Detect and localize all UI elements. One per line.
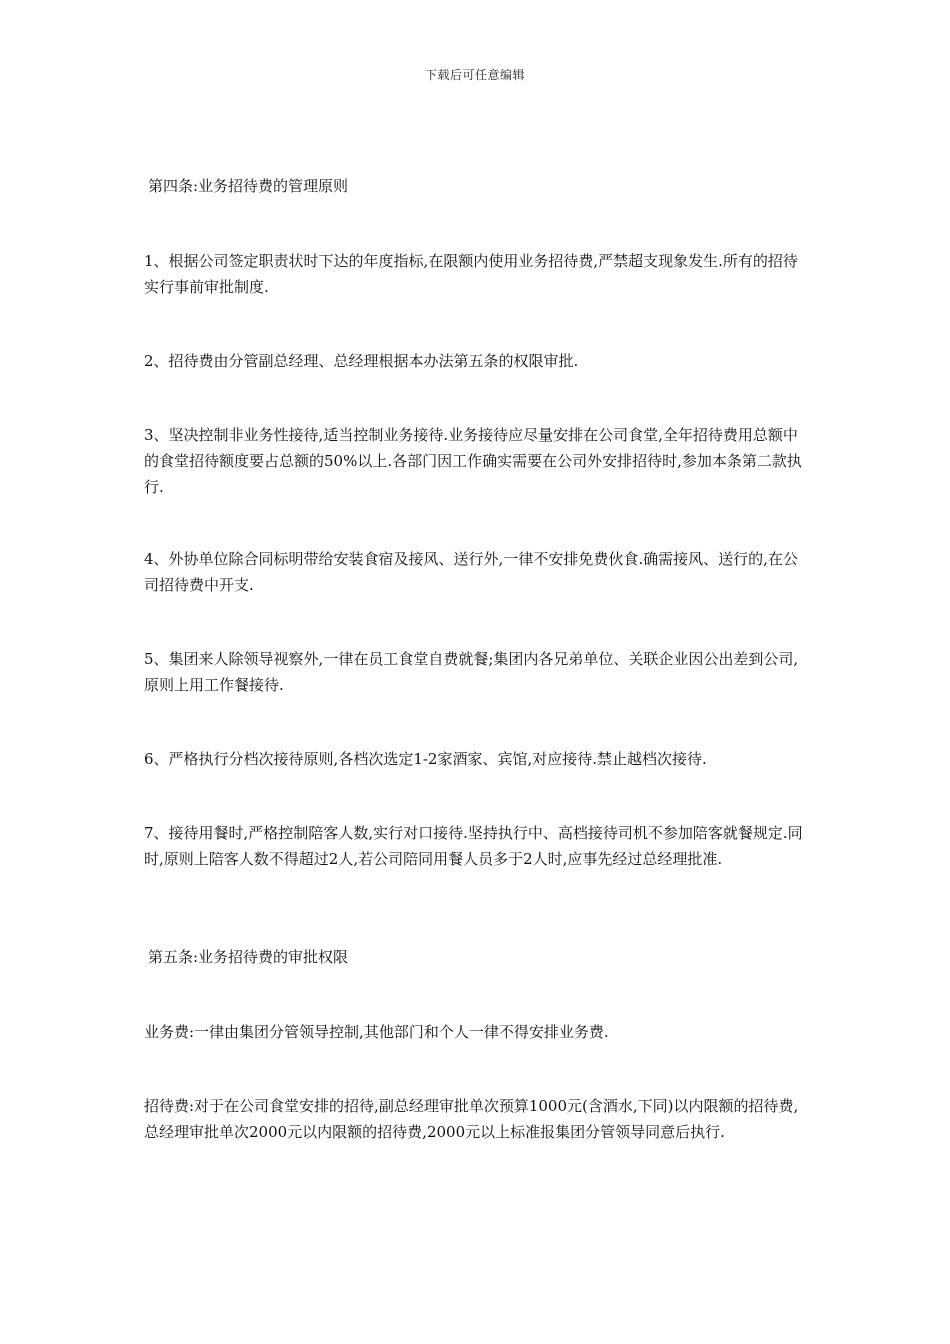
paragraph-business-fee: 业务费:一律由集团分管领导控制,其他部门和个人一律不得安排业务费. [144, 1023, 609, 1041]
article5-heading: 第五条:业务招待费的审批权限 [148, 948, 349, 966]
paragraph-item-5: 5、集团来人除领导视察外,一律在员工食堂自费就餐;集团内各兄弟单位、关联企业因公出差到公司,原则上用工作餐接待. [144, 650, 799, 694]
article4-heading: 第四条:业务招待费的管理原则 [148, 177, 349, 195]
paragraph-item-7: 7、接待用餐时,严格控制陪客人数,实行对口接待.坚持执行中、高档接待司机不参加陪客就餐规定.同时,原则上陪客人数不得超过2人,若公司陪同用餐人员多于2人时,应事先经过总经理批准. [144, 824, 803, 868]
paragraph-item-4: 4、外协单位除合同标明带给安装食宿及接风、送行外,一律不安排免费伙食.确需接风、送行的,在公司招待费中开支. [144, 550, 798, 594]
paragraph-entertainment-fee: 招待费:对于在公司食堂安排的招待,副总经理审批单次预算1000元(含酒水,下同)以内限额的招待费,总经理审批单次2000元以内限额的招待费,2000元以上标准报集团分管领导同意后执行. [144, 1097, 799, 1141]
paragraph-item-3: 3、坚决控制非业务性接待,适当控制业务接待.业务接待应尽量安排在公司食堂,全年招待费用总额中的食堂招待额度要占总额的50%以上.各部门因工作确实需要在公司外安排招待时,参加本条第二款执行. [144, 426, 802, 496]
page-header: 下载后可任意编辑 [424, 68, 525, 82]
paragraph-item-6: 6、严格执行分档次接待原则,各档次选定1-2家酒家、宾馆,对应接待.禁止越档次接待. [144, 750, 707, 768]
paragraph-item-2: 2、招待费由分管副总经理、总经理根据本办法第五条的权限审批. [144, 352, 579, 370]
paragraph-item-1: 1、根据公司签定职责状时下达的年度指标,在限额内使用业务招待费,严禁超支现象发生.所有的招待实行事前审批制度. [144, 252, 798, 296]
